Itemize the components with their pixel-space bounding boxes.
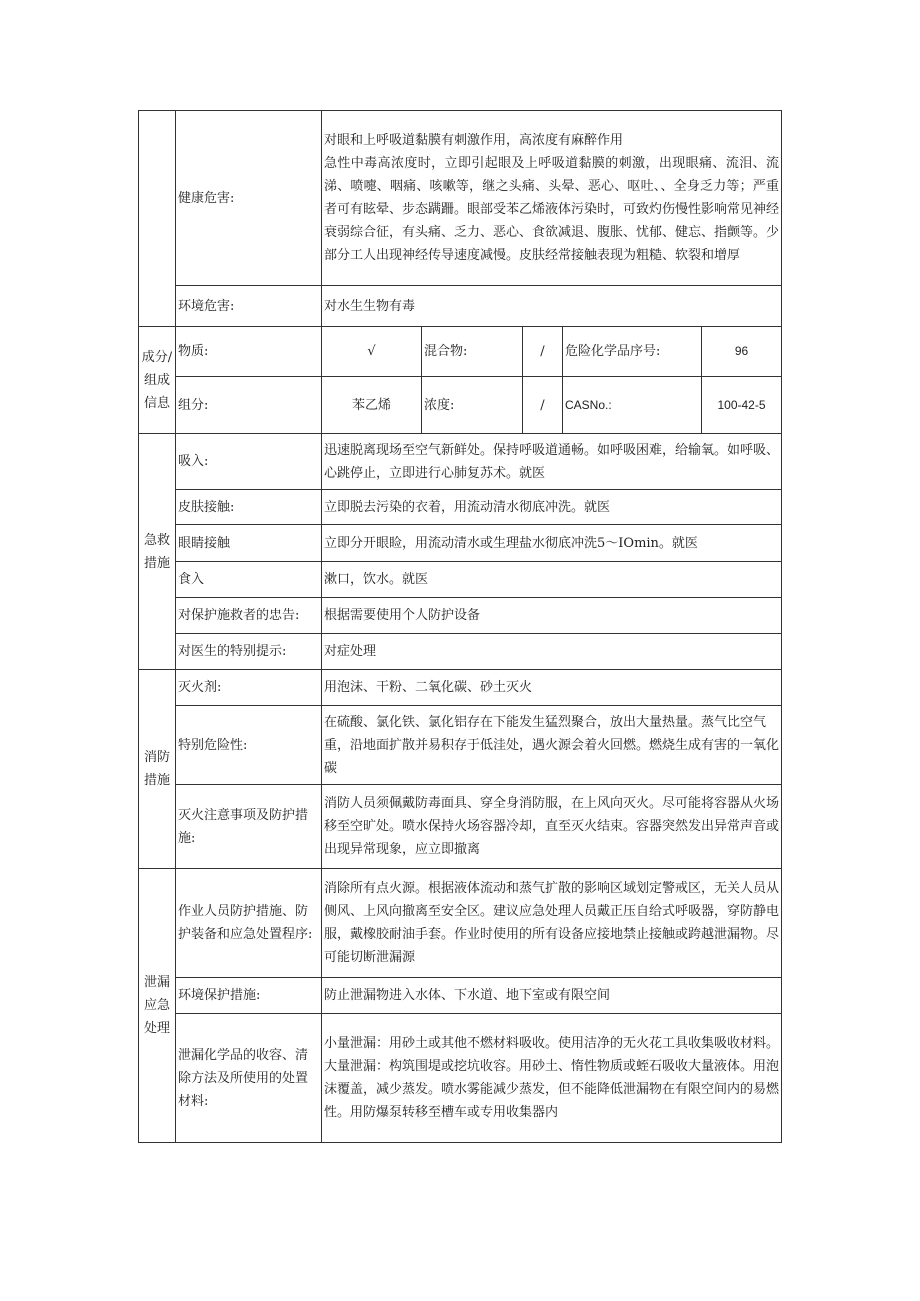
first-aid-label: 皮肤接触:	[176, 490, 322, 525]
fire-value: 在硫酸、氯化铁、氯化铝存在下能发生猛烈聚合，放出大量热量。蒸气比空气重，沿地面扩散并易积存于低洼处，遇火源会着火回燃。燃烧生成有害的一氧化碳	[322, 706, 782, 785]
substance-label: 物质:	[176, 327, 322, 377]
first-aid-value: 漱口，饮水。就医	[322, 562, 782, 598]
environment-hazard-label: 环境危害:	[176, 286, 322, 327]
environment-hazard-row	[139, 286, 782, 327]
first-aid-value: 迅速脱离现场至空气新鲜处。保持呼吸道通畅。如呼吸困难，给输氧。如呼吸、心跳停止，立即进行心肺复苏术。就医	[322, 434, 782, 490]
mixture-value: /	[523, 327, 563, 377]
first-aid-row	[139, 598, 782, 634]
first-aid-row	[139, 562, 782, 598]
spill-label: 作业人员防护措施、防护装备和应急处置程序:	[176, 869, 322, 978]
fire-label: 特别危险性:	[176, 706, 322, 785]
first-aid-value: 立即脱去污染的衣着，用流动清水彻底冲洗。就医	[322, 490, 782, 525]
msds-table	[138, 110, 782, 1143]
spill-label: 环境保护措施:	[176, 978, 322, 1014]
spill-row	[139, 978, 782, 1014]
first-aid-label: 眼睛接触	[176, 525, 322, 562]
health-section-cell	[139, 111, 176, 327]
environment-hazard-value: 对水生生物有毒	[322, 286, 782, 327]
spill-value: 防止泄漏物进入水体、下水道、地下室或有限空间	[322, 978, 782, 1014]
first-aid-section-title: 急救措施	[139, 434, 176, 670]
first-aid-value: 根据需要使用个人防护设备	[322, 598, 782, 634]
first-aid-row	[139, 634, 782, 670]
spill-value: 消除所有点火源。根据液体流动和蒸气扩散的影响区域划定警戒区，无关人员从侧风、上风向撤离至安全区。建议应急处理人员戴正压自给式呼吸器，穿防静电服，戴橡胶耐油手套。作业时使用的所有设备应接地禁止接触或跨越泄漏物。尽可能切断泄漏源	[322, 869, 782, 978]
first-aid-value: 对症处理	[322, 634, 782, 670]
health-hazard-label: 健康危害:	[176, 111, 322, 286]
first-aid-row	[139, 525, 782, 562]
component-value: 苯乙烯	[322, 377, 422, 434]
spill-row	[139, 1014, 782, 1143]
fire-row	[139, 706, 782, 785]
health-hazard-value	[322, 111, 782, 286]
first-aid-value: 立即分开眼睑，用流动清水或生理盐水彻底冲洗5～IOmin。就医	[322, 525, 782, 562]
cas-value: 100-42-5	[702, 377, 782, 434]
fire-value: 用泡沫、干粉、二氧化碳、砂土灭火	[322, 670, 782, 706]
component-label: 组分:	[176, 377, 322, 434]
spill-label: 泄漏化学品的收容、清除方法及所使用的处置材料:	[176, 1014, 322, 1143]
fire-value: 消防人员须佩戴防毒面具、穿全身消防服，在上风向灭火。尽可能将容器从火场移至空旷处。喷水保持火场容器冷却，直至灭火结束。容器突然发出异常声音或出现异常现象，应立即撤离	[322, 785, 782, 869]
first-aid-label: 对保护施救者的忠告:	[176, 598, 322, 634]
composition-row-component	[139, 377, 782, 434]
first-aid-row	[139, 434, 782, 490]
substance-value: √	[322, 327, 422, 377]
spill-row	[139, 869, 782, 978]
hazard-number-label: 危险化学品序号:	[563, 327, 702, 377]
mixture-label: 混合物:	[422, 327, 523, 377]
fire-label: 灭火注意事项及防护措施:	[176, 785, 322, 869]
fire-row	[139, 670, 782, 706]
spill-section-title: 泄漏应急处理	[139, 869, 176, 1143]
health-hazard-line: 急性中毒高浓度时，立即引起眼及上呼吸道黏膜的刺激，出现眼痛、流泪、流涕、喷嚏、咽痛、咳嗽等，继之头痛、头晕、恶心、呕吐、、全身乏力等；严重者可有眩晕、步态蹒跚。眼部受苯乙烯液体污染时，可致灼伤慢性影响常见神经衰弱综合征，有头痛、乏力、恶心、食欲减退、腹胀、忧郁、健忘、指颤等。少部分工人出现神经传导速度减慢。皮肤经常接触表现为粗糙、软裂和增厚	[324, 156, 780, 263]
composition-section-title: 成分/组成信息	[139, 327, 176, 434]
concentration-label: 浓度:	[422, 377, 523, 434]
hazard-number-value: 96	[702, 327, 782, 377]
first-aid-label: 吸入:	[176, 434, 322, 490]
fire-row	[139, 785, 782, 869]
fire-label: 灭火剂:	[176, 670, 322, 706]
first-aid-label: 对医生的特别提示:	[176, 634, 322, 670]
spill-value: 小量泄漏：用砂土或其他不燃材料吸收。使用洁净的无火花工具收集吸收材料。大量泄漏：构筑围堤或挖坑收容。用砂土、惰性物质或蛭石吸收大量液体。用泡沫覆盖，减少蒸发。喷水雾能减少蒸发，但不能降低泄漏物在有限空间内的易燃性。用防爆泵转移至槽车或专用收集器内	[322, 1014, 782, 1143]
composition-row-substance	[139, 327, 782, 377]
first-aid-row	[139, 490, 782, 525]
cas-label: CASNo.:	[563, 377, 702, 434]
health-hazard-line: 对眼和上呼吸道黏膜有刺激作用，高浓度有麻醉作用	[324, 133, 624, 148]
first-aid-label: 食入	[176, 562, 322, 598]
fire-section-title: 消防措施	[139, 670, 176, 869]
concentration-value: /	[523, 377, 563, 434]
health-hazard-row	[139, 111, 782, 286]
